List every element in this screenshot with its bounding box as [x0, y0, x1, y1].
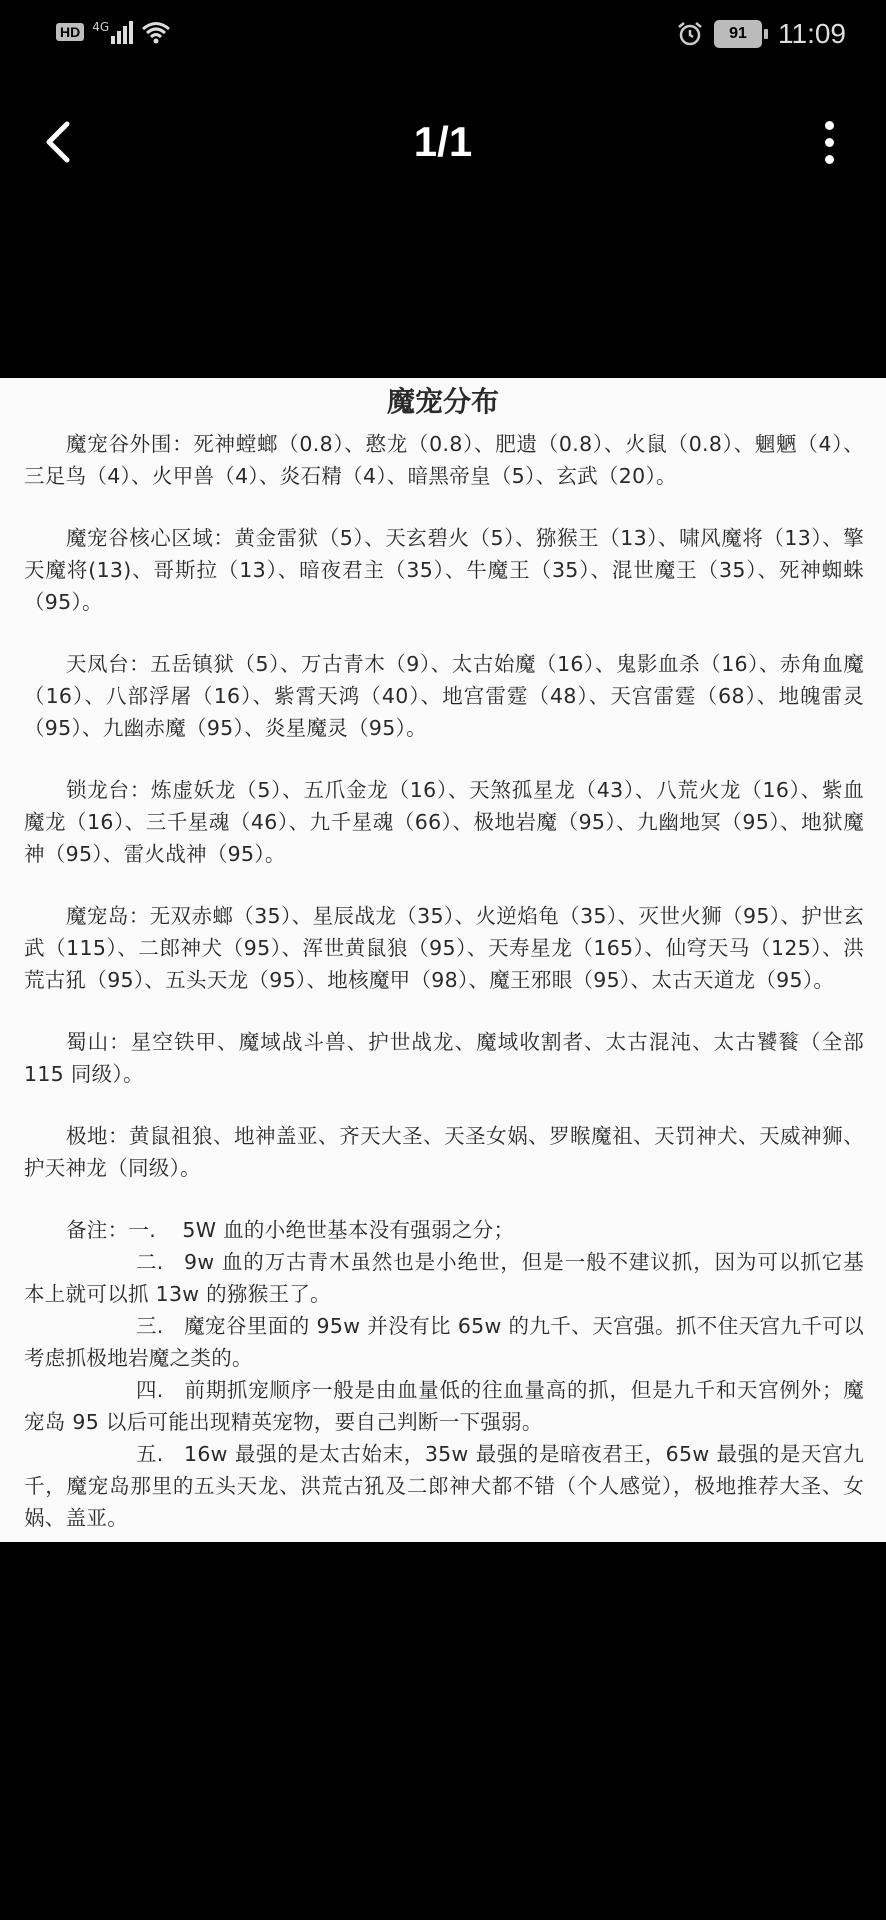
note-item	[24, 1438, 864, 1534]
notes-section	[24, 1214, 864, 1534]
battery-indicator	[714, 20, 768, 48]
hd-badge: HD	[56, 23, 84, 41]
note-item	[24, 1214, 864, 1246]
network-label: 4G	[92, 20, 110, 34]
paragraph: 魔宠谷核心区域：黄金雷狱（5）、天玄碧火（5）、猕猴王（13）、啸风魔将（13）、擎天魔将(13)、哥斯拉（13）、暗夜君主（35）、牛魔王（35）、混世魔王（35）、死神蜘蛛（95）。	[24, 526, 864, 614]
battery-level: 91	[714, 20, 762, 48]
clock: 11:09	[778, 18, 846, 49]
note-number: 一.	[128, 1218, 157, 1242]
notes-label: 备注：	[66, 1218, 129, 1242]
paragraph: 锁龙台：炼虚妖龙（5）、五爪金龙（16）、天煞孤星龙（43）、八荒火龙（16）、紫血魔龙（16）、三千星魂（46）、九千星魂（66）、极地岩魔（95）、九幽地冥（95）、地狱魔神（95）、雷火战神（95）。	[24, 778, 864, 866]
note-number: 二.	[136, 1250, 164, 1274]
more-vertical-icon	[825, 121, 834, 130]
paragraph: 魔宠谷外围：死神螳螂（0.8）、憨龙（0.8）、肥遗（0.8）、火鼠（0.8）、魍魉（4）、三足鸟（4）、火甲兽（4）、炎石精（4）、暗黑帝皇（5）、玄武（20）。	[24, 432, 864, 488]
page-counter: 1/1	[413, 118, 473, 165]
more-options-button[interactable]	[804, 112, 854, 172]
note-number: 四.	[136, 1378, 164, 1402]
paragraph: 蜀山：星空铁甲、魔域战斗兽、护世战龙、魔域收割者、太古混沌、太古饕餮（全部 115 同级）。	[24, 1030, 864, 1086]
note-text: 魔宠谷里面的 95w 并没有比 65w 的九千、天宫强。抓不住天宫九千可以考虑抓极地岩魔之类的。	[24, 1314, 864, 1370]
viewer-toolbar	[0, 100, 886, 180]
document-page	[0, 378, 886, 1542]
alarm-icon	[676, 20, 704, 48]
paragraph: 魔宠岛：无双赤螂（35）、星辰战龙（35）、火逆焰龟（35）、灭世火狮（95）、护世玄武（115）、二郎神犬（95）、浑世黄鼠狼（95）、天寿星龙（165）、仙穹天马（125）、洪荒古犼（95）、五头天龙（95）、地核魔甲（98）、魔王邪眼（95）、太古天道龙（95）。	[24, 904, 864, 992]
note-item	[24, 1246, 864, 1310]
note-item	[24, 1374, 864, 1438]
paragraph: 极地：黄鼠祖狼、地神盖亚、齐天大圣、天圣女娲、罗睺魔祖、天罚神犬、天威神狮、护天神龙（同级）。	[24, 1124, 864, 1180]
note-text: 9w 血的万古青木虽然也是小绝世，但是一般不建议抓，因为可以抓它基本上就可以抓 13w 的猕猴王了。	[24, 1250, 864, 1306]
status-right	[676, 18, 846, 50]
note-text: 前期抓宠顺序一般是由血量低的往血量高的抓，但是九千和天宫例外；魔宠岛 95 以后可能出现精英宠物，要自己判断一下强弱。	[24, 1378, 864, 1434]
status-left	[56, 20, 171, 44]
note-item	[24, 1310, 864, 1374]
document-body	[0, 428, 886, 1534]
status-bar	[0, 0, 886, 72]
signal-icon	[92, 20, 133, 44]
note-number: 三.	[136, 1314, 164, 1338]
note-number: 五.	[136, 1442, 164, 1466]
note-text: 5W 血的小绝世基本没有强弱之分；	[182, 1218, 515, 1242]
paragraph: 天凤台：五岳镇狱（5）、万古青木（9）、太古始魔（16）、鬼影血杀（16）、赤角血魔（16）、八部浮屠（16）、紫霄天鸿（40）、地宫雷霆（48）、天宫雷霆（68）、地魄雷灵（95）、九幽赤魔（95）、炎星魔灵（95）。	[24, 652, 864, 740]
wifi-icon	[141, 20, 171, 44]
note-text: 16w 最强的是太古始末，35w 最强的是暗夜君王，65w 最强的是天宫九千，魔宠岛那里的五头天龙、洪荒古犼及二郎神犬都不错（个人感觉），极地推荐大圣、女娲、盖亚。	[24, 1442, 864, 1530]
document-title: 魔宠分布	[386, 385, 499, 418]
